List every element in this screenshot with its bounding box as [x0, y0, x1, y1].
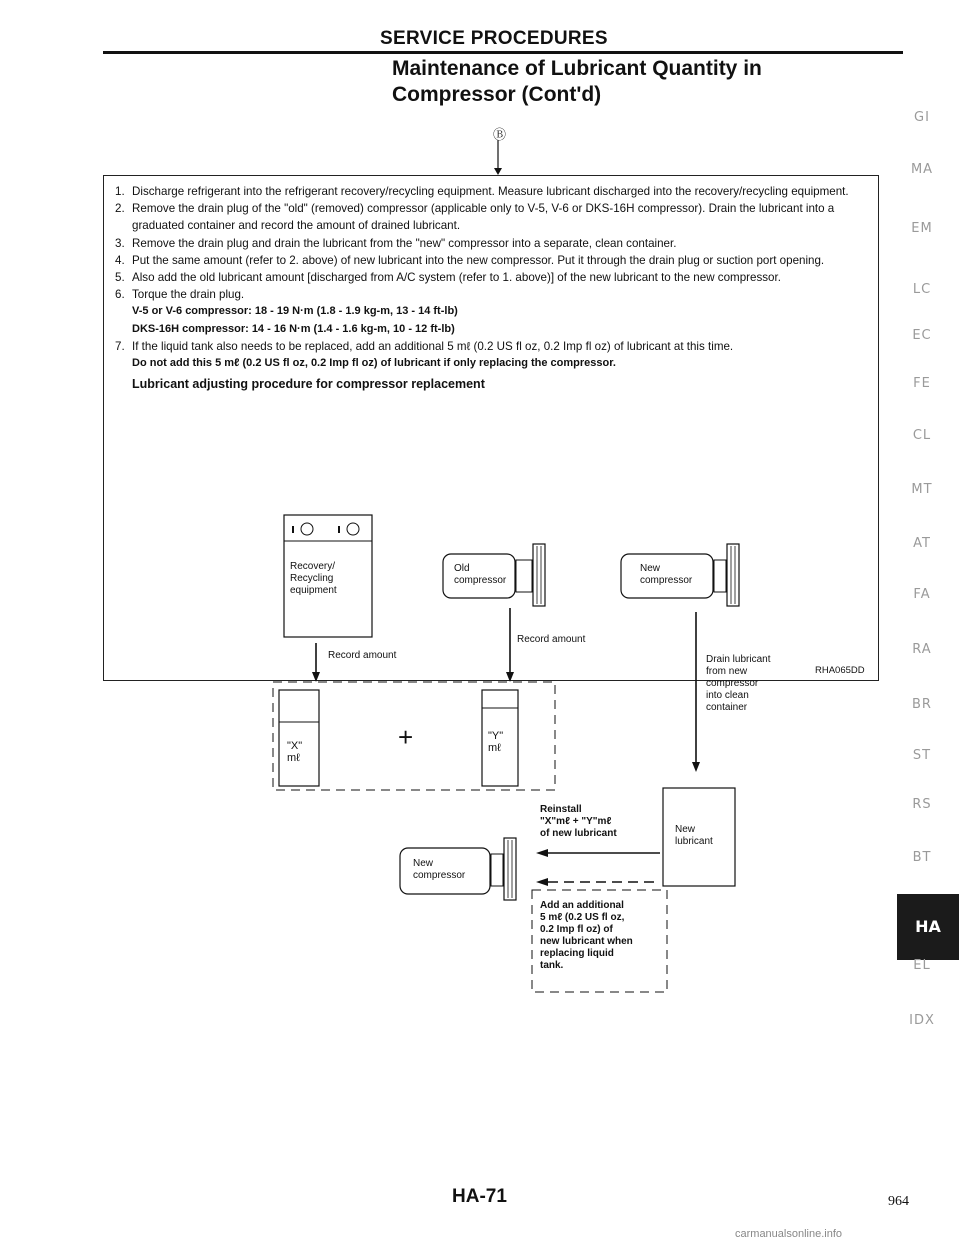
step-5: 5. Also add the old lubricant amount [discharged from A/C system (refer to 1. above)] of the new lubricant to the new compressor.	[115, 271, 781, 285]
recovery-label: Recovery/ Recycling equipment	[290, 561, 337, 596]
new-compressor-label: New compressor	[640, 563, 693, 586]
tab-st[interactable]: ST	[912, 748, 932, 763]
subtitle-line-1: Maintenance of Lubricant Quantity in	[392, 57, 762, 80]
page-label: HA-71	[452, 1186, 507, 1207]
tab-rs[interactable]: RS	[912, 797, 932, 812]
torque-spec-v5-v6: V-5 or V-6 compressor: 18 - 19 N·m (1.8 - 1.9 kg-m, 13 - 14 ft-lb)	[132, 305, 458, 318]
new-compressor-bottom-label: New compressor	[413, 858, 466, 881]
tab-idx[interactable]: IDX	[909, 1013, 935, 1028]
step-2: 2. Remove the drain plug of the "old" (removed) compressor (applicable only to V-5, V-6 or DKS-16H compressor). Drain the lubricant into a graduated container and record the amount of drained lubricant.	[115, 202, 835, 233]
tab-ec[interactable]: EC	[912, 328, 932, 343]
procedure-title: Lubricant adjusting procedure for compressor replacement	[132, 377, 485, 392]
x-amount-label: "X" mℓ	[287, 740, 303, 764]
tab-ra[interactable]: RA	[912, 642, 932, 657]
old-compressor-label: Old compressor	[454, 563, 507, 586]
step-4: 4. Put the same amount (refer to 2. above) of new lubricant into the new compressor. Put it through the drain plug or suction port opening.	[115, 253, 825, 267]
tab-mt[interactable]: MT	[911, 482, 933, 497]
tab-bt[interactable]: BT	[912, 850, 932, 865]
torque-spec-dks16h: DKS-16H compressor: 14 - 16 N·m (1.4 - 1.6 kg-m, 10 - 12 ft-lb)	[132, 322, 455, 335]
caution-note: Do not add this 5 mℓ (0.2 US fl oz, 0.2 Imp fl oz) of lubricant if only replacing the compressor.	[132, 357, 616, 370]
reinstall-label: Reinstall "X"mℓ + "Y"mℓ of new lubricant	[540, 804, 617, 839]
step-3: 3. Remove the drain plug and drain the lubricant from the "new" compressor into a separate, clean container.	[115, 236, 677, 250]
record-amount-left: Record amount	[328, 650, 397, 661]
y-amount-label: "Y" mℓ	[488, 730, 504, 754]
tab-at[interactable]: AT	[913, 536, 931, 551]
tab-br[interactable]: BR	[912, 697, 932, 712]
tab-em[interactable]: EM	[911, 221, 933, 236]
section-title: SERVICE PROCEDURES	[380, 28, 608, 49]
subtitle-line-2: Compressor (Cont'd)	[392, 83, 602, 106]
tab-fa[interactable]: FA	[913, 587, 931, 602]
tab-cl[interactable]: CL	[912, 428, 932, 443]
procedure-marker: Ⓑ	[493, 127, 507, 142]
add-additional-label: Add an additional 5 mℓ (0.2 US fl oz, 0.2 Imp fl oz) of new lubricant when replacing liquid tank.	[540, 900, 633, 971]
page-number: 964	[888, 1194, 909, 1209]
plus-sign: +	[398, 722, 414, 752]
tab-gi[interactable]: GI	[914, 110, 930, 125]
figure-code: RHA065DD	[815, 665, 865, 676]
tab-ma[interactable]: MA	[910, 162, 934, 177]
step-1: 1. Discharge refrigerant into the refrigerant recovery/recycling equipment. Measure lubricant discharged into the recovery/recycling equipment.	[115, 185, 849, 198]
tab-ha-active[interactable]: HA	[897, 894, 959, 960]
new-lubricant-label: New lubricant	[675, 824, 713, 847]
tab-lc[interactable]: LC	[912, 282, 932, 297]
watermark: carmanualsonline.info	[735, 1228, 843, 1240]
drain-label: Drain lubricant from new compressor into clean container	[706, 654, 771, 713]
container-x-icon	[279, 690, 319, 786]
tab-el[interactable]: EL	[913, 958, 931, 973]
tab-fe[interactable]: FE	[913, 376, 931, 391]
step-6: 6. Torque the drain plug.	[115, 288, 245, 302]
step-7: 7. If the liquid tank also needs to be replaced, add an additional 5 mℓ (0.2 US fl oz, 0.2 Imp fl oz) of lubricant at this time.	[115, 339, 734, 353]
record-amount-mid: Record amount	[517, 634, 586, 645]
